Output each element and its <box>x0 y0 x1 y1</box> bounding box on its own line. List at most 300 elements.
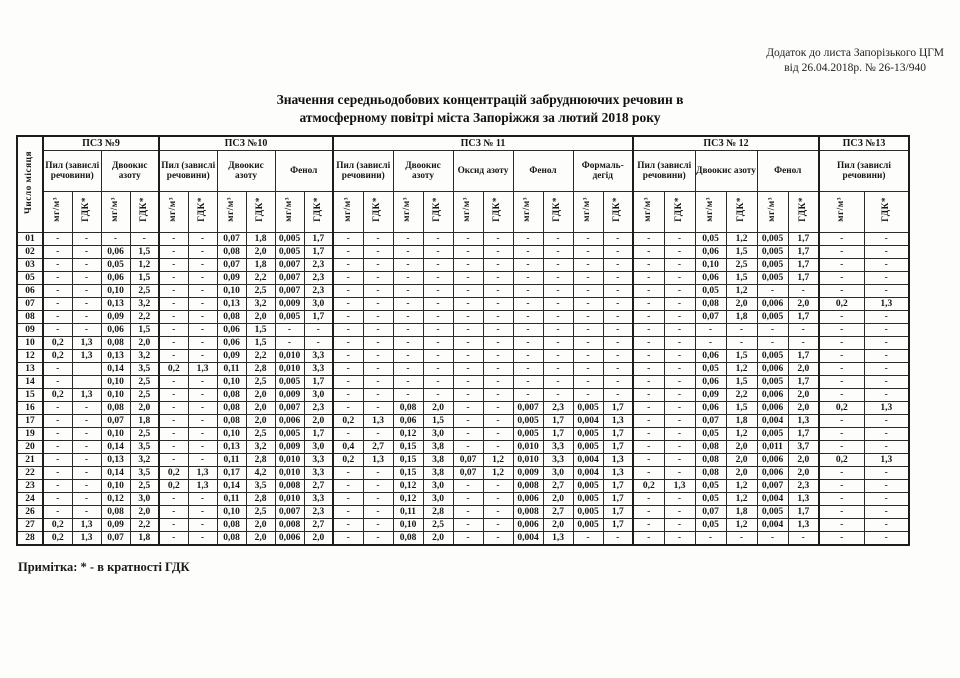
value-cell: 0,05 <box>695 480 726 493</box>
value-cell: 1,3 <box>188 480 217 493</box>
value-cell: - <box>543 389 573 402</box>
value-cell: 0,09 <box>217 350 246 363</box>
day-cell: 15 <box>17 389 43 402</box>
unit-label: мг/м³ <box>109 197 120 222</box>
value-cell: 1,3 <box>72 532 101 546</box>
value-cell: - <box>819 233 864 246</box>
value-cell: 2,0 <box>304 532 333 546</box>
value-cell: - <box>188 402 217 415</box>
value-cell: - <box>363 389 393 402</box>
value-cell: 1,7 <box>603 480 633 493</box>
value-cell: - <box>423 298 453 311</box>
value-cell: - <box>333 233 363 246</box>
value-cell: - <box>757 337 788 350</box>
value-cell: 2,0 <box>246 402 275 415</box>
value-cell: - <box>188 532 217 546</box>
value-cell: - <box>363 272 393 285</box>
value-cell: 1,2 <box>726 428 757 441</box>
value-cell: - <box>159 402 188 415</box>
value-cell: - <box>43 233 72 246</box>
value-cell: - <box>453 415 483 428</box>
value-cell: 4,2 <box>246 467 275 480</box>
value-cell: 0,007 <box>513 402 543 415</box>
unit-label: ГДК* <box>552 197 563 222</box>
pollutant-header: Оксид азоту <box>453 151 513 192</box>
unit-label: мг/м³ <box>462 197 473 222</box>
value-cell: - <box>130 233 159 246</box>
table-row <box>17 246 909 259</box>
value-cell: - <box>573 246 603 259</box>
value-cell: - <box>188 350 217 363</box>
value-cell: 0,005 <box>757 311 788 324</box>
value-cell: 0,10 <box>217 428 246 441</box>
value-cell: 0,005 <box>513 428 543 441</box>
value-cell: - <box>633 428 664 441</box>
value-cell: 0,010 <box>275 350 304 363</box>
value-cell: - <box>664 506 695 519</box>
pollutant-header: Фенол <box>513 151 573 192</box>
value-cell: 0,07 <box>101 415 130 428</box>
value-cell: - <box>159 272 188 285</box>
value-cell: 1,7 <box>788 272 819 285</box>
unit-label: мг/м³ <box>766 197 777 222</box>
value-cell <box>72 376 101 389</box>
value-cell: - <box>543 246 573 259</box>
value-cell: - <box>333 324 363 337</box>
value-cell: - <box>188 493 217 506</box>
value-cell: - <box>664 324 695 337</box>
unit-label: мг/м³ <box>582 197 593 222</box>
value-cell: - <box>159 454 188 467</box>
value-cell: 2,2 <box>726 389 757 402</box>
unit-header-mg <box>513 192 543 233</box>
value-cell: - <box>664 467 695 480</box>
value-cell: - <box>633 363 664 376</box>
value-cell: - <box>633 259 664 272</box>
value-cell: - <box>633 441 664 454</box>
value-cell: 0,09 <box>695 389 726 402</box>
value-cell: - <box>664 272 695 285</box>
table-row <box>17 480 909 493</box>
value-cell: 2,2 <box>130 311 159 324</box>
value-cell: - <box>423 233 453 246</box>
value-cell: - <box>483 259 513 272</box>
value-cell: 2,3 <box>304 285 333 298</box>
value-cell: - <box>483 363 513 376</box>
table-row <box>17 324 909 337</box>
value-cell: 0,05 <box>695 233 726 246</box>
value-cell: 2,0 <box>543 519 573 532</box>
value-cell: - <box>573 350 603 363</box>
value-cell: 1,5 <box>246 324 275 337</box>
value-cell: 1,5 <box>130 324 159 337</box>
table-row <box>17 363 909 376</box>
value-cell: - <box>726 532 757 546</box>
value-cell: - <box>819 350 864 363</box>
station-header: ПСЗ № 11 <box>333 136 633 151</box>
value-cell: 3,8 <box>423 467 453 480</box>
day-cell: 21 <box>17 454 43 467</box>
value-cell: - <box>513 272 543 285</box>
value-cell: 0,009 <box>513 467 543 480</box>
value-cell: 1,8 <box>246 259 275 272</box>
value-cell: 1,2 <box>726 493 757 506</box>
pollutant-header: Пил (завислі речовини) <box>333 151 393 192</box>
value-cell: 1,7 <box>543 428 573 441</box>
value-cell: - <box>483 324 513 337</box>
value-cell: 0,05 <box>695 363 726 376</box>
value-cell: 1,3 <box>188 363 217 376</box>
value-cell: - <box>188 441 217 454</box>
value-cell: - <box>864 233 909 246</box>
value-cell: - <box>453 376 483 389</box>
unit-header-gdk <box>864 192 909 233</box>
value-cell: 0,07 <box>217 259 246 272</box>
unit-header-gdk <box>603 192 633 233</box>
value-cell: 2,0 <box>304 415 333 428</box>
value-cell: 0,007 <box>275 259 304 272</box>
value-cell: 0,15 <box>393 454 423 467</box>
value-cell: 2,0 <box>788 363 819 376</box>
value-cell: - <box>864 532 909 546</box>
value-cell: - <box>333 246 363 259</box>
value-cell: - <box>513 311 543 324</box>
value-cell: 0,08 <box>695 467 726 480</box>
value-cell: 0,006 <box>757 298 788 311</box>
value-cell: 2,8 <box>423 506 453 519</box>
value-cell: 0,2 <box>43 519 72 532</box>
value-cell: - <box>72 246 101 259</box>
value-cell: 0,05 <box>101 259 130 272</box>
value-cell: - <box>453 363 483 376</box>
value-cell: 2,5 <box>246 428 275 441</box>
day-cell: 02 <box>17 246 43 259</box>
value-cell: 1,2 <box>130 259 159 272</box>
value-cell: - <box>573 389 603 402</box>
value-cell: - <box>393 272 423 285</box>
value-cell: - <box>573 233 603 246</box>
unit-header-mg <box>573 192 603 233</box>
value-cell: 1,7 <box>603 428 633 441</box>
table-row <box>17 441 909 454</box>
value-cell: 0,12 <box>101 493 130 506</box>
value-cell: - <box>633 493 664 506</box>
value-cell: 2,0 <box>130 337 159 350</box>
value-cell: 0,004 <box>573 415 603 428</box>
value-cell: 3,3 <box>304 467 333 480</box>
value-cell: - <box>664 532 695 546</box>
unit-label: мг/м³ <box>643 197 654 222</box>
value-cell: 0,13 <box>101 298 130 311</box>
value-cell: 0,08 <box>695 441 726 454</box>
value-cell: 1,2 <box>726 233 757 246</box>
value-cell: - <box>72 441 101 454</box>
unit-header-gdk <box>483 192 513 233</box>
value-cell: 0,004 <box>757 415 788 428</box>
value-cell: 0,07 <box>695 506 726 519</box>
unit-label: мг/м³ <box>836 197 847 222</box>
value-cell: 0,17 <box>217 467 246 480</box>
value-cell: 2,2 <box>246 272 275 285</box>
value-cell: 0,08 <box>217 415 246 428</box>
value-cell: 0,005 <box>573 441 603 454</box>
value-cell: 1,7 <box>788 233 819 246</box>
value-cell: - <box>695 532 726 546</box>
value-cell: 2,0 <box>246 532 275 546</box>
value-cell: - <box>483 480 513 493</box>
value-cell: 1,7 <box>603 402 633 415</box>
day-cell: 09 <box>17 324 43 337</box>
value-cell: - <box>819 246 864 259</box>
value-cell: 0,006 <box>275 415 304 428</box>
unit-header-gdk <box>664 192 695 233</box>
pollutant-header: Двоокис азоту <box>217 151 275 192</box>
value-cell: - <box>757 324 788 337</box>
value-cell: - <box>573 532 603 546</box>
value-cell: - <box>159 233 188 246</box>
value-cell: - <box>453 402 483 415</box>
value-cell: 1,3 <box>603 467 633 480</box>
value-cell: - <box>664 402 695 415</box>
value-cell: 0,005 <box>275 233 304 246</box>
value-cell: - <box>453 337 483 350</box>
value-cell: - <box>43 285 72 298</box>
value-cell: 0,08 <box>217 389 246 402</box>
table-row <box>17 428 909 441</box>
value-cell: - <box>43 441 72 454</box>
value-cell: - <box>43 493 72 506</box>
pollutant-header: Пил (завислі речовини) <box>819 151 909 192</box>
footnote: Примітка: * - в кратності ГДК <box>18 560 190 574</box>
value-cell: - <box>43 506 72 519</box>
value-cell: 0,004 <box>757 519 788 532</box>
unit-label: мг/м³ <box>402 197 413 222</box>
value-cell: 1,7 <box>788 259 819 272</box>
table-row <box>17 467 909 480</box>
unit-header-gdk <box>246 192 275 233</box>
value-cell: 1,7 <box>788 311 819 324</box>
value-cell: 0,004 <box>573 467 603 480</box>
value-cell: - <box>423 363 453 376</box>
pollutant-header: Пил (завислі речовини) <box>43 151 101 192</box>
page-title-line1: Значення середньодобових концентрацій забруднюючих речовин в <box>276 92 684 107</box>
value-cell: - <box>603 389 633 402</box>
value-cell: - <box>363 519 393 532</box>
day-cell: 28 <box>17 532 43 546</box>
value-cell: - <box>483 493 513 506</box>
value-cell: 0,06 <box>695 376 726 389</box>
value-cell: - <box>393 233 423 246</box>
value-cell: 1,3 <box>788 415 819 428</box>
value-cell: - <box>788 337 819 350</box>
value-cell: 1,5 <box>726 246 757 259</box>
value-cell: - <box>188 428 217 441</box>
value-cell: 0,010 <box>513 441 543 454</box>
pollutant-header: Двоокис азоту <box>101 151 159 192</box>
value-cell: - <box>453 285 483 298</box>
value-cell: - <box>573 324 603 337</box>
value-cell: - <box>393 324 423 337</box>
table-row <box>17 519 909 532</box>
value-cell: 2,5 <box>130 480 159 493</box>
value-cell: - <box>513 389 543 402</box>
value-cell: 0,10 <box>101 480 130 493</box>
value-cell: 2,7 <box>304 480 333 493</box>
value-cell: - <box>423 259 453 272</box>
value-cell: - <box>483 350 513 363</box>
value-cell: 0,006 <box>513 519 543 532</box>
value-cell: - <box>573 298 603 311</box>
value-cell: 0,06 <box>695 350 726 363</box>
value-cell: 1,3 <box>864 402 909 415</box>
value-cell: - <box>188 233 217 246</box>
value-cell: - <box>159 428 188 441</box>
value-cell: 2,3 <box>788 480 819 493</box>
value-cell: 0,07 <box>695 311 726 324</box>
value-cell: 1,2 <box>726 285 757 298</box>
value-cell: - <box>633 402 664 415</box>
value-cell: - <box>603 532 633 546</box>
value-cell: - <box>664 298 695 311</box>
value-cell: - <box>819 337 864 350</box>
value-cell: 0,005 <box>275 311 304 324</box>
value-cell: 0,005 <box>275 376 304 389</box>
value-cell: - <box>664 389 695 402</box>
value-cell: - <box>72 233 101 246</box>
value-cell: 0,08 <box>217 402 246 415</box>
value-cell: 3,5 <box>246 480 275 493</box>
value-cell: - <box>864 519 909 532</box>
value-cell: 0,10 <box>101 285 130 298</box>
table-row <box>17 506 909 519</box>
value-cell: - <box>43 467 72 480</box>
value-cell: 0,010 <box>513 454 543 467</box>
value-cell: - <box>188 298 217 311</box>
value-cell: - <box>159 311 188 324</box>
value-cell: - <box>633 467 664 480</box>
value-cell: - <box>363 298 393 311</box>
value-cell: 0,005 <box>757 259 788 272</box>
pollutant-header: Двоокис азоту <box>393 151 453 192</box>
value-cell: 1,5 <box>726 402 757 415</box>
unit-header-mg <box>159 192 188 233</box>
value-cell: 0,007 <box>275 285 304 298</box>
value-cell: - <box>72 311 101 324</box>
corner-note-line2: від 26.04.2018р. № 26-13/940 <box>784 61 926 74</box>
value-cell: 0,009 <box>275 389 304 402</box>
value-cell: - <box>664 441 695 454</box>
value-cell: - <box>333 519 363 532</box>
value-cell: - <box>483 337 513 350</box>
value-cell: 0,007 <box>275 506 304 519</box>
value-cell: - <box>333 506 363 519</box>
value-cell: 2,0 <box>246 389 275 402</box>
value-cell: 2,7 <box>304 519 333 532</box>
value-cell: 0,14 <box>101 467 130 480</box>
value-cell: 2,5 <box>130 389 159 402</box>
value-cell: - <box>483 376 513 389</box>
value-cell: 0,08 <box>217 519 246 532</box>
value-cell: - <box>573 337 603 350</box>
unit-label: мг/м³ <box>168 197 179 222</box>
value-cell: - <box>363 324 393 337</box>
value-cell: 2,0 <box>423 532 453 546</box>
value-cell: - <box>453 246 483 259</box>
value-cell: - <box>543 337 573 350</box>
table-row <box>17 376 909 389</box>
value-cell: 2,7 <box>543 506 573 519</box>
value-cell: 0,006 <box>757 467 788 480</box>
value-cell: 0,4 <box>333 441 363 454</box>
day-cell: 12 <box>17 350 43 363</box>
value-cell: - <box>72 272 101 285</box>
value-cell: - <box>188 324 217 337</box>
value-cell: - <box>543 285 573 298</box>
unit-label: ГДК* <box>138 197 149 222</box>
value-cell: - <box>188 337 217 350</box>
value-cell: 2,0 <box>788 454 819 467</box>
value-cell: 2,0 <box>246 415 275 428</box>
value-cell: - <box>603 285 633 298</box>
value-cell: - <box>819 285 864 298</box>
value-cell: 0,2 <box>43 337 72 350</box>
value-cell: 0,13 <box>217 441 246 454</box>
value-cell: 0,08 <box>393 402 423 415</box>
station-header: ПСЗ № 12 <box>633 136 819 151</box>
value-cell: - <box>393 311 423 324</box>
value-cell: - <box>864 246 909 259</box>
unit-header-mg <box>633 192 664 233</box>
corner-note <box>766 46 944 76</box>
value-cell: - <box>695 337 726 350</box>
value-cell: 2,3 <box>304 272 333 285</box>
value-cell: 1,3 <box>363 454 393 467</box>
value-cell: - <box>603 324 633 337</box>
value-cell: 1,2 <box>483 467 513 480</box>
value-cell: 0,2 <box>819 454 864 467</box>
value-cell: 0,11 <box>217 454 246 467</box>
value-cell: 0,12 <box>393 493 423 506</box>
value-cell: - <box>363 467 393 480</box>
value-cell: - <box>864 285 909 298</box>
value-cell: - <box>304 337 333 350</box>
value-cell: - <box>363 493 393 506</box>
value-cell: 2,5 <box>246 376 275 389</box>
value-cell: - <box>333 467 363 480</box>
value-cell: - <box>513 259 543 272</box>
value-cell: - <box>43 311 72 324</box>
value-cell: - <box>513 350 543 363</box>
value-cell: - <box>573 259 603 272</box>
value-cell: - <box>101 233 130 246</box>
value-cell: 3,0 <box>423 428 453 441</box>
value-cell: 2,0 <box>543 493 573 506</box>
value-cell: - <box>664 415 695 428</box>
value-cell: - <box>543 311 573 324</box>
value-cell: 0,05 <box>695 493 726 506</box>
table-row <box>17 389 909 402</box>
day-cell: 27 <box>17 519 43 532</box>
unit-header-mg <box>333 192 363 233</box>
value-cell: - <box>43 363 72 376</box>
value-cell: - <box>788 324 819 337</box>
value-cell: - <box>188 376 217 389</box>
table-row <box>17 454 909 467</box>
value-cell: 3,0 <box>130 493 159 506</box>
value-cell: - <box>864 337 909 350</box>
value-cell: - <box>363 337 393 350</box>
unit-label: мг/м³ <box>225 197 236 222</box>
